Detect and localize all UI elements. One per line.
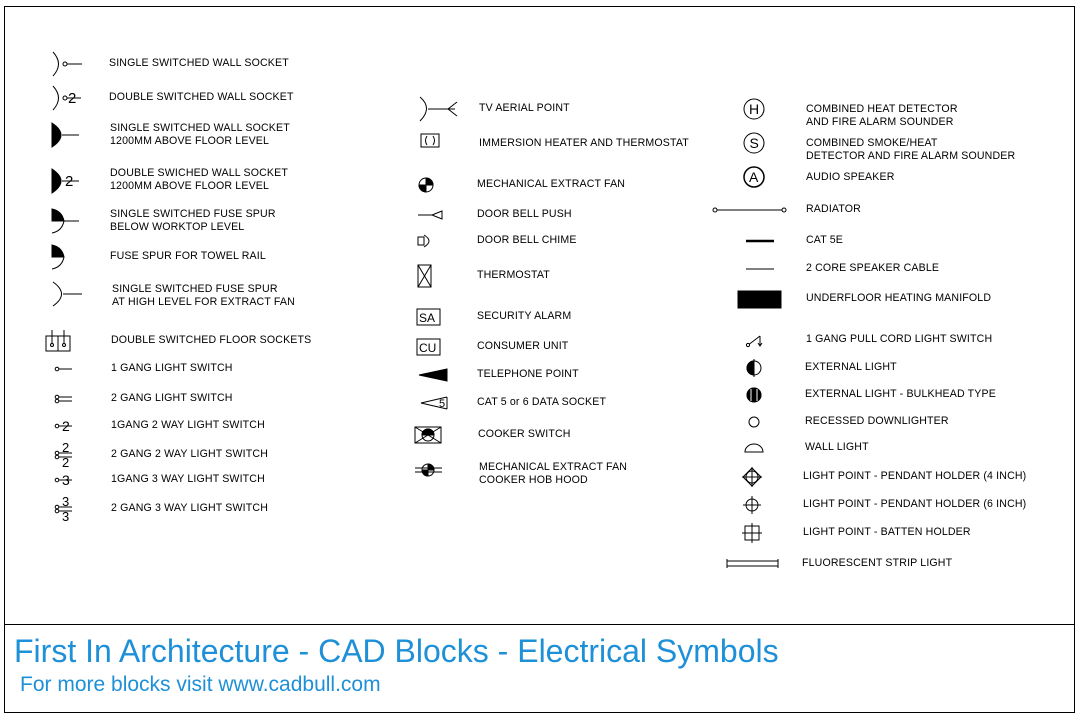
legend-label: EXTERNAL LIGHT - BULKHEAD TYPE	[805, 388, 996, 400]
legend-label: DOOR BELL PUSH	[477, 208, 572, 220]
legend-label: 1 GANG PULL CORD LIGHT SWITCH	[806, 333, 993, 345]
fluorescent-strip-icon	[724, 549, 764, 579]
svg-text:2: 2	[62, 440, 70, 455]
svg-text:2: 2	[68, 90, 77, 107]
thermostat-icon	[414, 261, 454, 291]
fuse-spur-high-level-icon	[48, 279, 88, 309]
legend-label: LIGHT POINT - PENDANT HOLDER (4 INCH)	[803, 470, 1027, 482]
sheet-subtitle-link[interactable]: For more blocks visit www.cadbull.com	[20, 673, 381, 696]
one-gang-two-way-switch-icon	[50, 411, 90, 441]
legend-label: SECURITY ALARM	[477, 310, 572, 322]
legend-label: COMBINED SMOKE/HEAT DETECTOR AND FIRE ALARM SOUNDER	[806, 137, 1016, 162]
legend-label: 1GANG 2 WAY LIGHT SWITCH	[111, 419, 265, 431]
svg-text:2: 2	[65, 173, 74, 190]
legend-label: 1GANG 3 WAY LIGHT SWITCH	[111, 473, 265, 485]
heating-manifold-icon	[736, 284, 776, 314]
svg-text:H: H	[749, 101, 760, 117]
footer-divider	[4, 624, 1075, 625]
legend-label: LIGHT POINT - BATTEN HOLDER	[803, 526, 971, 538]
smoke-detector-icon	[734, 128, 774, 158]
legend-label: DOUBLE SWICHED WALL SOCKET 1200MM ABOVE FLOOR LEVEL	[110, 167, 288, 192]
legend-label: EXTERNAL LIGHT	[805, 361, 897, 373]
legend-label: MECHANICAL EXTRACT FAN COOKER HOB HOOD	[479, 461, 628, 486]
legend-label: THERMOSTAT	[477, 269, 550, 281]
legend-label: AUDIO SPEAKER	[806, 171, 895, 183]
legend-label: LIGHT POINT - PENDANT HOLDER (6 INCH)	[803, 498, 1027, 510]
legend-label: DOOR BELL CHIME	[477, 234, 577, 246]
extract-fan-icon	[414, 170, 454, 200]
fuse-spur-towel-rail-icon	[48, 242, 88, 272]
legend-label: SINGLE SWITCHED FUSE SPUR AT HIGH LEVEL FOR EXTRACT FAN	[112, 283, 295, 308]
high-single-socket-icon	[48, 120, 88, 150]
legend-label: TELEPHONE POINT	[477, 368, 579, 380]
legend-label: RECESSED DOWNLIGHTER	[805, 415, 949, 427]
legend-label: CAT 5E	[806, 234, 844, 246]
one-gang-three-way-switch-icon	[50, 465, 90, 495]
legend-label: 2 GANG 2 WAY LIGHT SWITCH	[111, 448, 268, 460]
pendant-holder-6-icon	[732, 490, 772, 520]
svg-text:A: A	[749, 169, 759, 185]
pendant-holder-4-icon	[732, 462, 772, 492]
cooker-switch-icon	[412, 420, 452, 450]
two-gang-three-way-switch-icon	[50, 494, 90, 524]
telephone-point-icon	[414, 360, 454, 390]
legend-label: 2 CORE SPEAKER CABLE	[806, 262, 940, 274]
wall-light-icon	[734, 433, 774, 463]
svg-text:CU: CU	[419, 341, 437, 355]
speaker-cable-line-icon	[740, 254, 780, 284]
svg-text:3: 3	[62, 494, 70, 509]
legend-label: RADIATOR	[806, 203, 861, 215]
bulkhead-light-icon	[734, 380, 774, 410]
svg-text:3: 3	[62, 472, 70, 488]
legend-label: 2 GANG LIGHT SWITCH	[111, 392, 233, 404]
legend-label: SINGLE SWITCHED WALL SOCKET	[109, 57, 289, 69]
tv-aerial-icon	[415, 94, 455, 124]
immersion-heater-icon	[418, 126, 458, 156]
svg-text:SA: SA	[419, 311, 436, 325]
legend-label: CONSUMER UNIT	[477, 340, 569, 352]
legend-label: FUSE SPUR FOR TOWEL RAIL	[110, 250, 266, 262]
legend-label: 2 GANG 3 WAY LIGHT SWITCH	[111, 502, 268, 514]
svg-text:S: S	[749, 135, 759, 151]
legend-label: COMBINED HEAT DETECTOR AND FIRE ALARM SOUNDER	[806, 103, 958, 128]
legend-label: DOUBLE SWITCHED WALL SOCKET	[109, 91, 294, 103]
batten-holder-icon	[732, 518, 772, 548]
legend-label: TV AERIAL POINT	[479, 102, 570, 114]
fuse-spur-worktop-icon	[48, 206, 88, 236]
data-socket-icon	[414, 388, 454, 418]
pull-cord-switch-icon	[740, 325, 780, 355]
svg-text:3: 3	[62, 509, 70, 524]
legend-label: COOKER SWITCH	[478, 428, 571, 440]
legend-label: FLUORESCENT STRIP LIGHT	[802, 557, 953, 569]
door-bell-chime-icon	[414, 226, 454, 256]
legend-label: WALL LIGHT	[805, 441, 869, 453]
radiator-icon	[712, 195, 752, 225]
audio-speaker-icon	[734, 162, 774, 192]
svg-text:2: 2	[62, 455, 70, 470]
consumer-unit-icon	[414, 332, 454, 362]
hob-extract-fan-icon	[412, 455, 452, 485]
high-double-socket-icon	[48, 166, 88, 196]
legend-label: SINGLE SWITCHED FUSE SPUR BELOW WORKTOP LEVEL	[110, 208, 276, 233]
legend-label: IMMERSION HEATER AND THERMOSTAT	[479, 137, 689, 149]
security-alarm-icon	[414, 302, 454, 332]
legend-label: SINGLE SWITCHED WALL SOCKET 1200MM ABOVE FLOOR LEVEL	[110, 122, 290, 147]
single-socket-icon	[48, 49, 88, 79]
external-light-icon	[734, 353, 774, 383]
svg-text:2: 2	[62, 418, 70, 434]
floor-sockets-icon	[44, 326, 84, 356]
cat5e-line-icon	[740, 226, 780, 256]
two-gang-switch-icon	[50, 384, 90, 414]
legend-label: DOUBLE SWITCHED FLOOR SOCKETS	[111, 334, 312, 346]
legend-label: CAT 5 or 6 DATA SOCKET	[477, 396, 607, 408]
one-gang-switch-icon	[50, 354, 90, 384]
double-socket-icon	[48, 83, 88, 113]
sheet-title: First In Architecture - CAD Blocks - Electrical Symbols	[14, 633, 779, 669]
legend-label: 1 GANG LIGHT SWITCH	[111, 362, 233, 374]
legend-label: UNDERFLOOR HEATING MANIFOLD	[806, 292, 992, 304]
legend-label: MECHANICAL EXTRACT FAN	[477, 178, 626, 190]
svg-text:5: 5	[439, 398, 446, 410]
heat-detector-icon	[734, 94, 774, 124]
